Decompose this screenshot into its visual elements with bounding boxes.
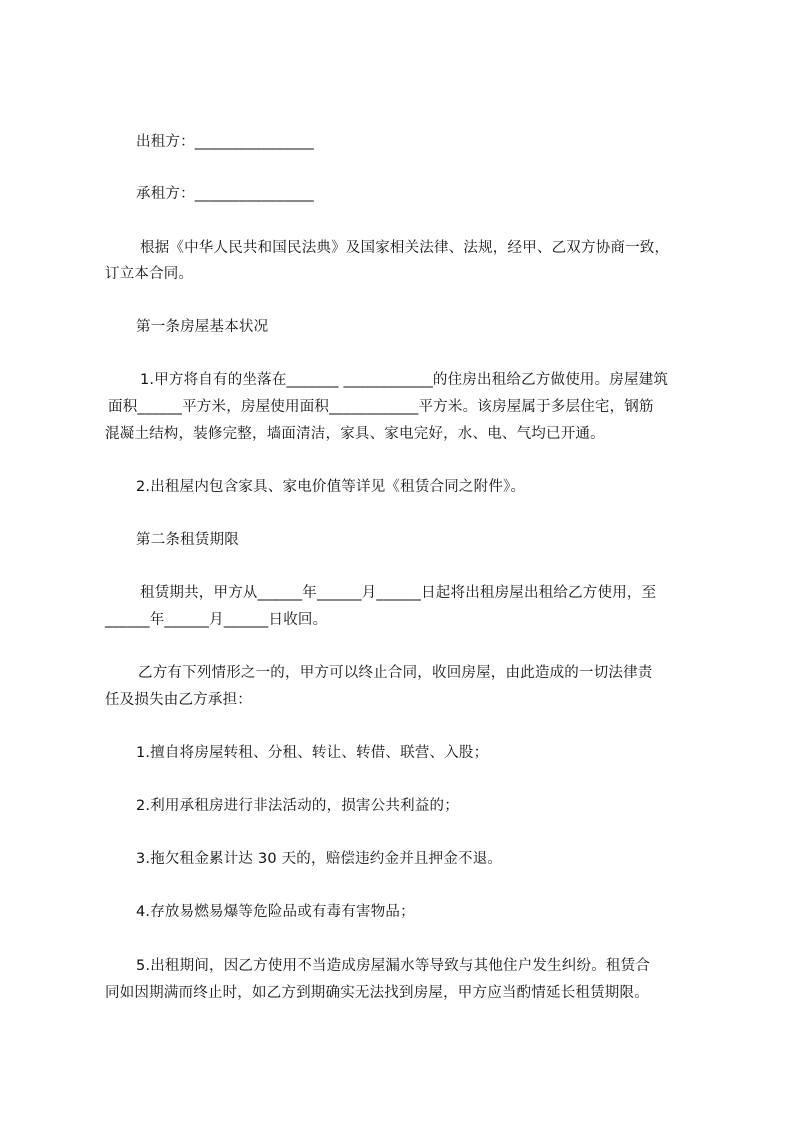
intro-line-2: 订立本合同。 <box>105 266 194 282</box>
case-1: 1.擅自将房屋转租、分租、转让、转借、联营、入股； <box>136 745 489 761</box>
case-5-line-1: 5.出租期间，因乙方使用不当造成房屋漏水等导致与其他住户发生纠纷。租赁合 <box>136 958 651 974</box>
lessor-line: 出租方：________________ <box>136 134 314 150</box>
article-1-heading: 第一条房屋基本状况 <box>136 319 269 335</box>
case-5-line-2: 同如因期满而终止时，如乙方到期确实无法找到房屋，甲方应当酌情延长租赁期限。 <box>105 985 649 1001</box>
intro-line-1: 根据《中华人民共和国民法典》及国家相关法律、法规，经甲、乙双方协商一致， <box>140 240 670 256</box>
article-1-item-1-line-1: 1.甲方将自有的坐落在_______ ____________的住房出租给乙方做使用。房屋建筑 <box>140 372 669 388</box>
article-1-item-1-line-2: 面积______平方米，房屋使用面积____________平方米。该房屋属于多层住宅，钢筋 <box>108 399 654 415</box>
article-2-heading: 第二条租赁期限 <box>136 532 239 548</box>
case-4: 4.存放易燃易爆等危险品或有毒有害物品； <box>136 904 415 920</box>
case-3: 3.拖欠租金累计达 30 天的，赔偿违约金并且押金不退。 <box>136 851 503 867</box>
article-1-item-2: 2.出租屋内包含家具、家电价值等详见《租赁合同之附件》。 <box>136 479 526 495</box>
term-line-2: ______年______月______日收回。 <box>105 612 328 628</box>
article-1-item-1-line-3: 混凝土结构，装修完整，墙面清洁，家具、家电完好，水、电、气均已开通。 <box>105 426 605 442</box>
lessee-line: 承租方：________________ <box>136 186 314 202</box>
case-2: 2.利用承租房进行非法活动的，损害公共利益的； <box>136 798 459 814</box>
term-line-1: 租赁期共，甲方从______年______月______日起将出租房屋出租给乙方使用，至 <box>140 585 657 601</box>
termination-line-2: 任及损失由乙方承担： <box>105 692 252 708</box>
termination-line-1: 乙方有下列情形之一的，甲方可以终止合同，收回房屋，由此造成的一切法律责 <box>138 665 653 681</box>
